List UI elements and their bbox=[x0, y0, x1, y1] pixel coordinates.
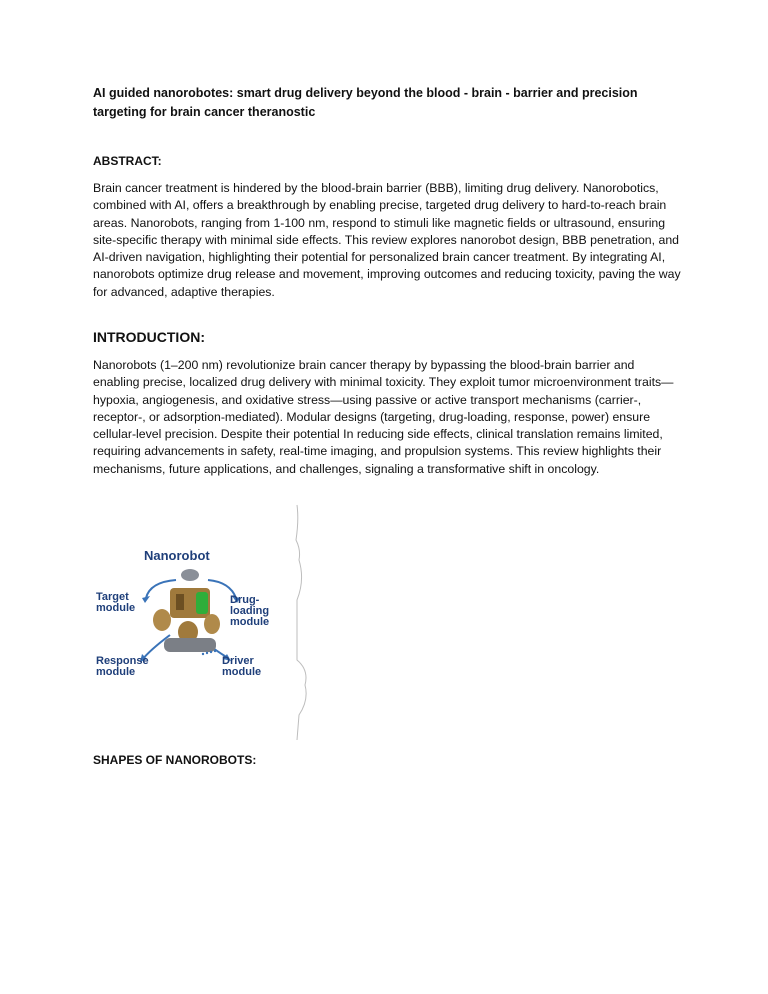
figure-label-drug-loading: Drug- loading module bbox=[230, 594, 270, 628]
figure-label-driver: Driver module bbox=[222, 655, 262, 678]
nanorobot-figure bbox=[90, 540, 290, 690]
abstract-heading: ABSTRACT: bbox=[93, 154, 162, 168]
abstract-paragraph: Brain cancer treatment is hindered by the blood-brain barrier (BBB), limiting drug delivery. Nanorobotics, combined with AI, offers a breakthrough by enabling precise, targeted drug delivery to hard-to-reach brain areas. Nanorobots, ranging from 1-100 nm, respond to stimuli like magnetic fields or ultrasound, ensuring site-specific therapy with minimal side effects. This review explores nanorobot design, BBB penetration, and AI-driven navigation, highlighting their potential for personalized brain cancer treatment. By integrating AI, nanorobots optimize drug release and movement, improving outcomes and reducing toxicity, paving the way for advanced, adaptive therapies. bbox=[93, 181, 681, 299]
shapes-heading: SHAPES OF NANOROBOTS: bbox=[93, 753, 257, 767]
document-title: AI guided nanorobotes: smart drug delivery beyond the blood - brain - barrier and precision targeting for brain cancer theranostic bbox=[93, 86, 638, 119]
figure-title: Nanorobot bbox=[144, 548, 210, 563]
decorative-line bbox=[287, 500, 317, 745]
introduction-paragraph: Nanorobots (1–200 nm) revolutionize brain cancer therapy by bypassing the blood-brain barrier and enabling precise, localized drug delivery with minimal toxicity. They exploit tumor microenvironment traits—hypoxia, angiogenesis, and oxidative stress—using passive or active transport mechanisms (carrier-, receptor-, or adsorption-mediated). Modular designs (targeting, drug-loading, response, power) ensure cellular-level precision. Despite their potential In reducing side effects, clinical translation remains limited, requiring advancements in safety, real-time imaging, and propulsion systems. This review highlights their mechanisms, future applications, and challenges, signaling a transformative shift in oncology. bbox=[93, 358, 674, 476]
introduction-heading: INTRODUCTION: bbox=[93, 329, 205, 345]
figure-label-response: Response module bbox=[96, 655, 149, 678]
figure-label-target: Target module bbox=[96, 591, 136, 614]
